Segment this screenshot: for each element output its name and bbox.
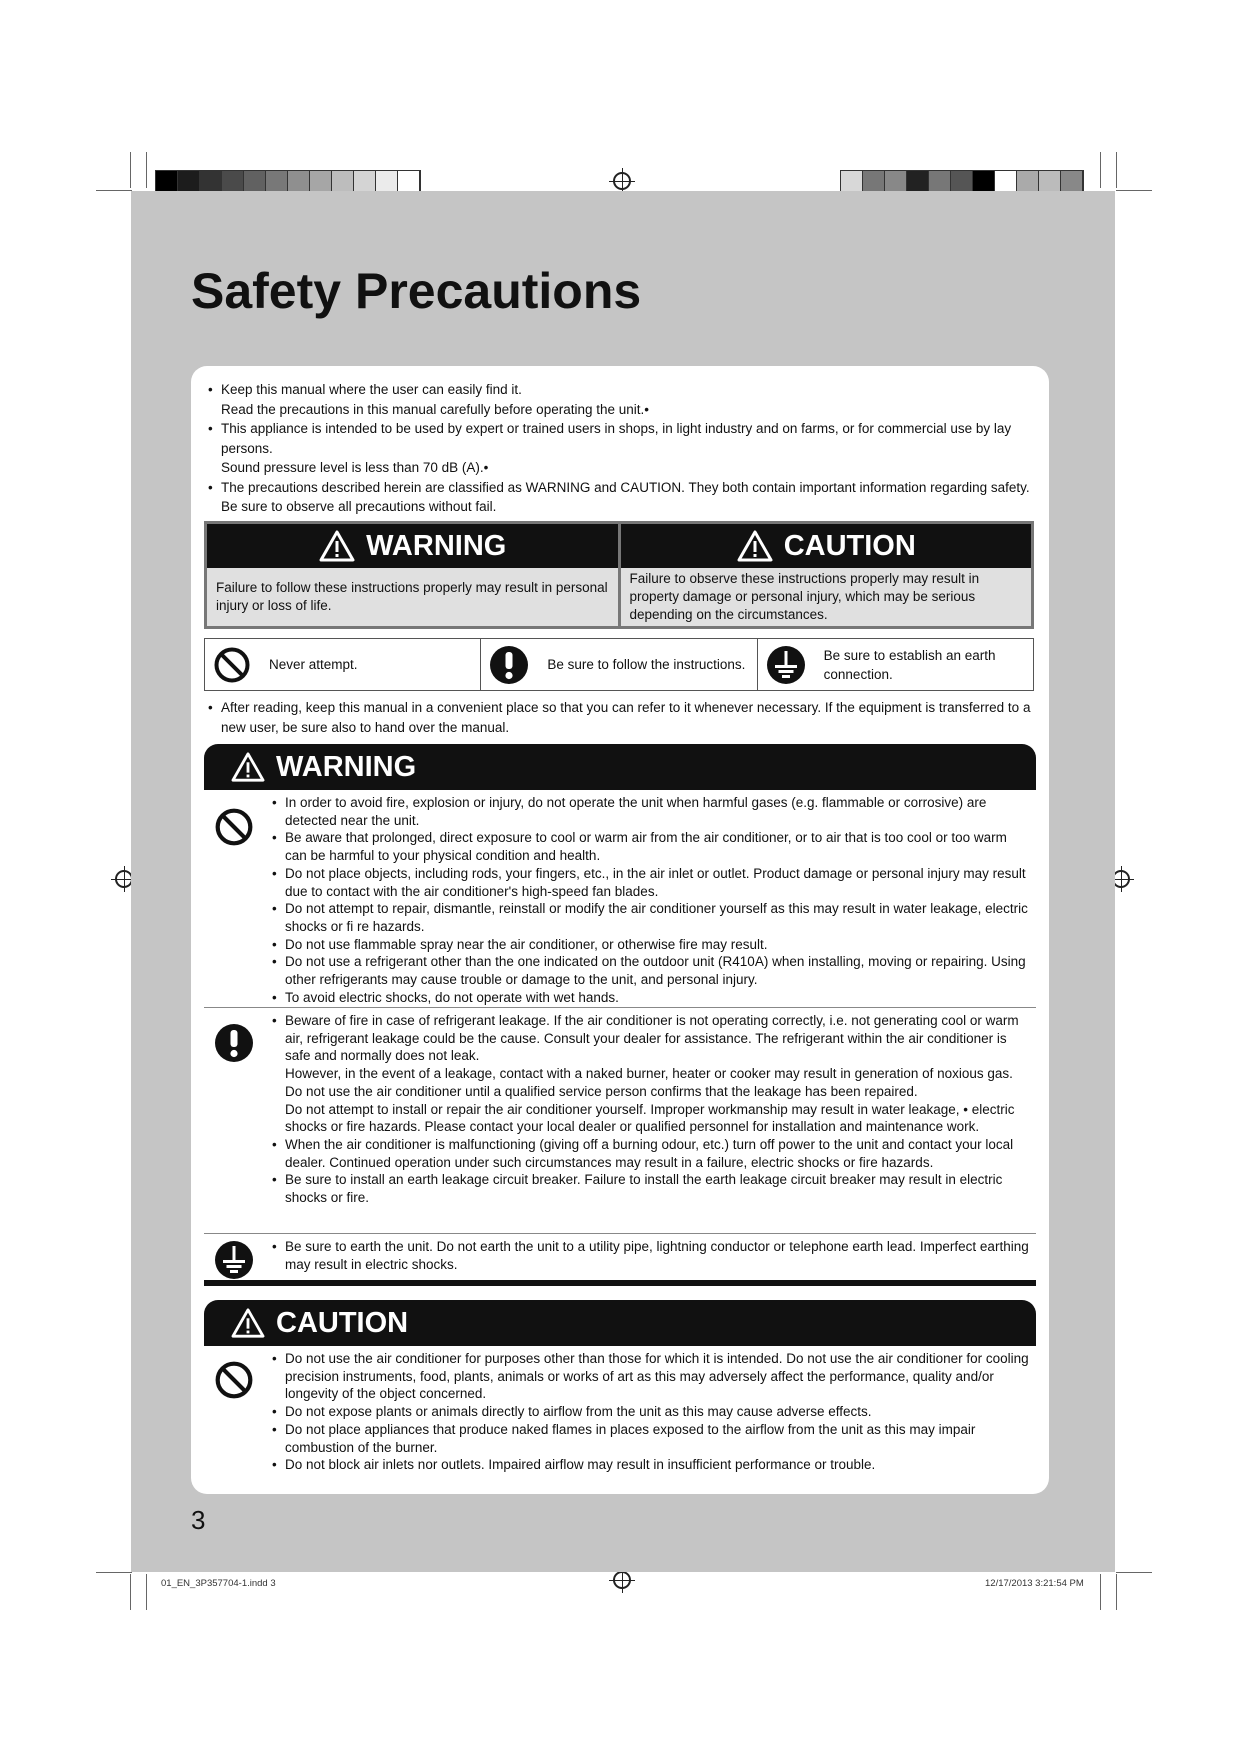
section-divider xyxy=(204,1280,1036,1286)
list-item: • Be aware that prolonged, direct exposure to cool or warm air from the air conditioner, or to air that is too cool or too warm can be harmful to your physical condition and health. xyxy=(270,829,1032,864)
list-item: • Do not use the air conditioner for purposes other than those for which it is intended. Do not use the air conditioner for cooling precision instruments, food, plants, animals or works of art as this may adversely affect the performance, quality and/or longevity of the object concerned. xyxy=(270,1350,1032,1403)
color-swatch xyxy=(200,171,222,193)
earth-ground-icon xyxy=(766,645,806,685)
crop-mark xyxy=(1116,190,1152,191)
legend-caution xyxy=(618,524,1032,626)
intro-list xyxy=(205,380,1035,517)
warning-never-block xyxy=(204,794,1036,1005)
legend-warning xyxy=(207,524,618,626)
caution-never-block xyxy=(204,1350,1036,1480)
list-item: • Be sure to install an earth leakage circuit breaker. Failure to install the earth leakage circuit breaker may result in electric shocks or fire. xyxy=(270,1171,1032,1206)
list-item: • Do not use a refrigerant other than the one indicated on the outdoor unit (R410A) when installing, moving or repairing. Using other refrigerants may cause trouble or damage to the unit, and personal injury. xyxy=(270,953,1032,988)
color-swatch xyxy=(376,171,398,193)
color-swatch xyxy=(863,171,885,193)
warning-triangle-icon xyxy=(230,751,266,783)
after-reading-note xyxy=(205,698,1035,737)
color-swatch xyxy=(398,171,420,193)
legend-warning-text: Failure to follow these instructions properly may result in personal injury or loss of life. xyxy=(207,568,618,626)
crop-mark xyxy=(96,1572,132,1573)
list-item: • Do not place objects, including rods, your fingers, etc., in the air inlet or outlet. Product damage or personal injury may result due to contact with the air conditioner's high-speed fan blades. xyxy=(270,865,1032,900)
divider xyxy=(204,1007,1036,1008)
registration-mark-icon xyxy=(613,1571,631,1589)
crop-mark xyxy=(1116,152,1117,188)
legend-caution-label: CAUTION xyxy=(783,529,916,562)
warning-follow-block xyxy=(204,1012,1036,1222)
crop-mark xyxy=(96,190,132,191)
color-swatch xyxy=(288,171,310,193)
color-swatch xyxy=(354,171,376,193)
list-item: • Keep this manual where the user can easily find it. Read the precautions in this manual carefully before operating the unit.• xyxy=(205,380,1035,419)
crop-mark xyxy=(130,152,131,188)
warning-section-header: WARNING xyxy=(204,744,1036,790)
color-swatch xyxy=(310,171,332,193)
list-item: • Do not expose plants or animals directly to airflow from the unit as this may cause adverse effects. xyxy=(270,1403,1032,1421)
caution-section-header: CAUTION xyxy=(204,1300,1036,1346)
list-item: • Do not use flammable spray near the air conditioner, or otherwise fire may result. xyxy=(270,936,1032,954)
list-item: • When the air conditioner is malfunctioning (giving off a burning odour, etc.) turn off power to the unit and contact your local dealer. Continued operation under such circumstances may result in a failure, electric shocks or fire hazards. xyxy=(270,1136,1032,1171)
warning-triangle-icon xyxy=(318,529,356,563)
list-item: • This appliance is intended to be used by expert or trained users in shops, in light industry and on farms, or for commercial use by lay persons. Sound pressure level is less than 70 dB (A).• xyxy=(205,419,1035,478)
list-item: • Beware of fire in case of refrigerant leakage. If the air conditioner is not operating correctly, i.e. not generating cool or warm air, refrigerant leakage could be the cause. Consult your dealer for assistance. The refrigerant within the air conditioner is safe and normally does not leak. However, in the event of a leakage, contact with a naked burner, heater or cooker may result in generation of noxious gas. Do not use the air conditioner until a qualified service person confirms that the leakage has been repaired. Do not attempt to install or repair the air conditioner yourself. Improper workmanship may result in water leakage, • electric shocks or fire hazards. Please contact your local dealer or qualified personnel for installation and maintenance work. xyxy=(270,1012,1032,1136)
file-slug: 01_EN_3P357704-1.indd 3 xyxy=(161,1578,276,1589)
list-item: • In order to avoid fire, explosion or injury, do not operate the unit when harmful gases (e.g. flammable or corrosive) are detected near the unit. xyxy=(270,794,1032,829)
legend-warning-label: WARNING xyxy=(366,529,507,562)
color-swatch xyxy=(995,171,1017,193)
list-item: • After reading, keep this manual in a convenient place so that you can refer to it whenever necessary. If the equipment is transferred to a new user, be sure also to hand over the manual. xyxy=(205,698,1035,737)
list-item: • Do not attempt to repair, dismantle, reinstall or modify the air conditioner yourself as this may result in water leakage, electric shocks or fi re hazards. xyxy=(270,900,1032,935)
color-swatch xyxy=(951,171,973,193)
color-swatch xyxy=(1039,171,1061,193)
color-swatch xyxy=(973,171,995,193)
prohibition-icon xyxy=(214,807,254,847)
color-swatch xyxy=(885,171,907,193)
crop-mark xyxy=(1100,1574,1101,1610)
crop-mark xyxy=(1116,1572,1152,1573)
earth-ground-icon xyxy=(214,1240,254,1280)
page-title: Safety Precautions xyxy=(191,263,642,319)
list-item: • Do not place appliances that produce naked flames in places exposed to the airflow from the unit as this may impair combustion of the burner. xyxy=(270,1421,1032,1456)
legend-caution-text: Failure to observe these instructions properly may result in property damage or personal injury, which may be serious depending on the circumstances. xyxy=(621,568,1032,626)
color-swatch xyxy=(1017,171,1039,193)
symbol-never: Never attempt. xyxy=(205,639,480,690)
exclamation-icon xyxy=(214,1023,254,1063)
crop-mark xyxy=(146,152,147,188)
color-swatch xyxy=(156,171,178,193)
warning-earth-block xyxy=(204,1238,1036,1278)
symbol-earth: Be sure to establish an earth connection. xyxy=(757,639,1033,690)
list-item: • The precautions described herein are classified as WARNING and CAUTION. They both contain important information regarding safety. Be sure to observe all precautions without fail. xyxy=(205,478,1035,517)
crop-mark xyxy=(1100,152,1101,188)
color-swatch xyxy=(332,171,354,193)
divider xyxy=(204,1233,1036,1234)
severity-legend xyxy=(204,521,1034,629)
color-swatch xyxy=(178,171,200,193)
list-item: • Do not block air inlets nor outlets. Impaired airflow may result in insufficient performance or trouble. xyxy=(270,1456,1032,1474)
symbol-legend xyxy=(204,638,1034,691)
crop-mark xyxy=(1116,1574,1117,1610)
color-swatch xyxy=(222,171,244,193)
list-item: • Be sure to earth the unit. Do not earth the unit to a utility pipe, lightning conductor or telephone earth lead. Imperfect earthing may result in electric shocks. xyxy=(270,1238,1032,1273)
color-swatch xyxy=(841,171,863,193)
caution-triangle-icon xyxy=(736,529,774,563)
color-swatch xyxy=(244,171,266,193)
registration-mark-icon xyxy=(613,172,631,190)
exclamation-icon xyxy=(489,645,529,685)
symbol-follow: Be sure to follow the instructions. xyxy=(480,639,756,690)
page-number: 3 xyxy=(191,1505,206,1535)
content-panel xyxy=(191,366,1049,1494)
prohibition-icon xyxy=(214,1360,254,1400)
color-swatch xyxy=(266,171,288,193)
color-swatch xyxy=(1061,171,1083,193)
color-swatch xyxy=(907,171,929,193)
date-slug: 12/17/2013 3:21:54 PM xyxy=(985,1578,1084,1589)
color-swatch xyxy=(929,171,951,193)
crop-mark xyxy=(146,1574,147,1610)
list-item: • To avoid electric shocks, do not operate with wet hands. xyxy=(270,989,1032,1007)
prohibition-icon xyxy=(213,646,251,684)
caution-triangle-icon xyxy=(230,1307,266,1339)
crop-mark xyxy=(130,1574,131,1610)
